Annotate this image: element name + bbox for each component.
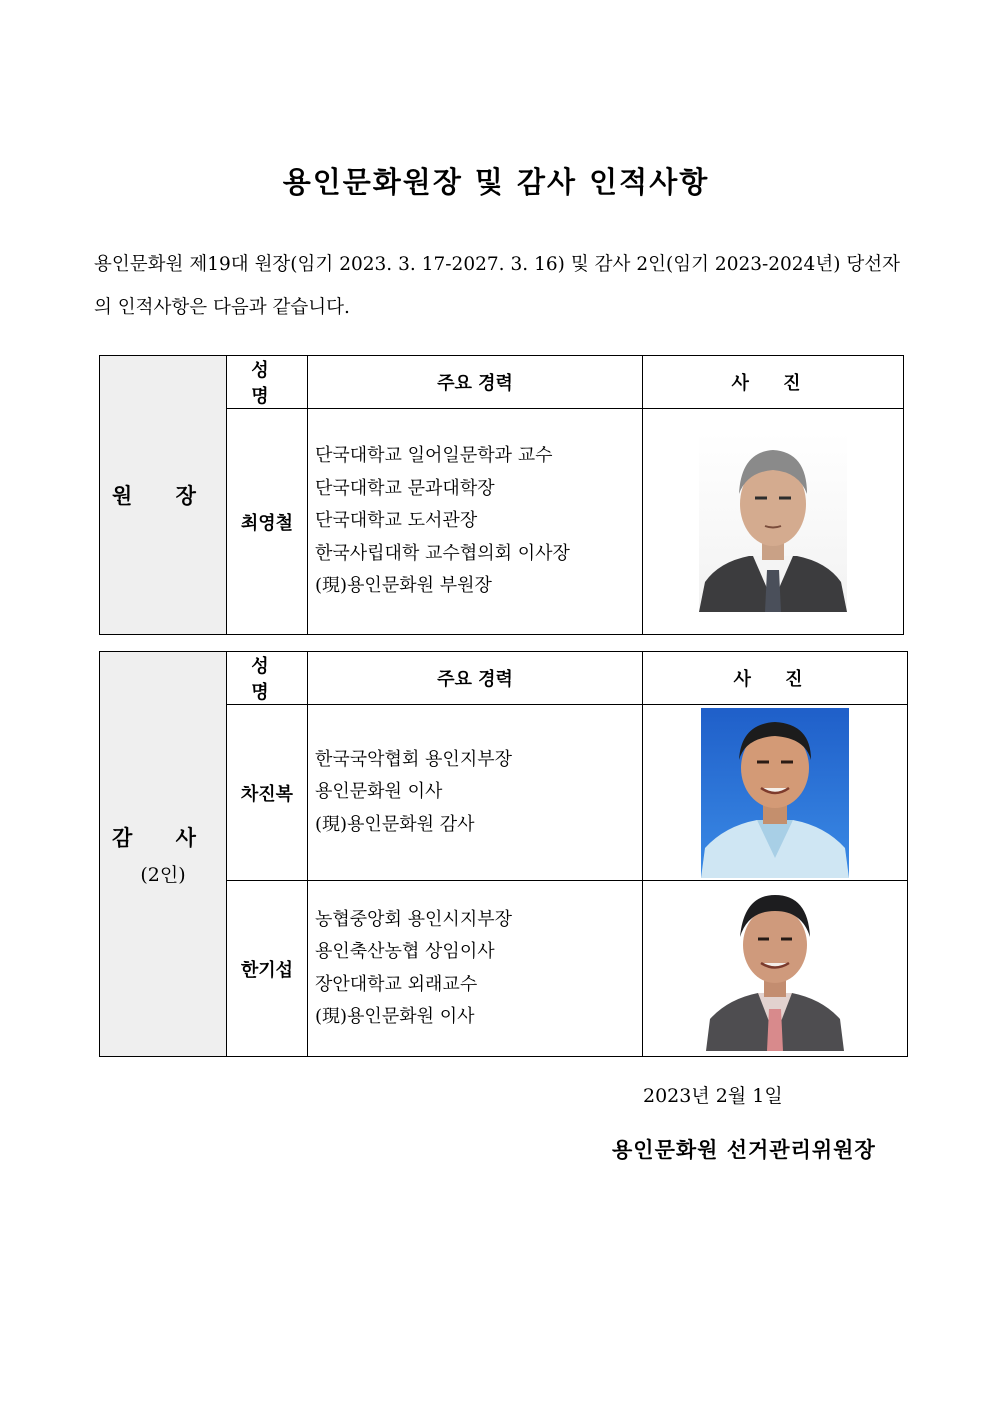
director-photo-cell [643,409,904,635]
career-item: 한국사립대학 교수협의회 이사장 [315,542,570,564]
career-item: 용인문화원 이사 [315,781,443,803]
header-photo: 사 진 [643,356,904,409]
director-table [99,355,904,635]
career-item: (現)용인문화원 감사 [315,813,475,835]
intro-paragraph: 용인문화원 제19대 원장(임기 2023. 3. 17-2027. 3. 16) 및 감사 2인(임기 2023-2024년) 당선자의 인적사항은 다음과 같습니다. [94,254,900,318]
auditor-table [99,651,908,1057]
career-item: 단국대학교 문과대학장 [315,477,495,499]
auditor-1-name: 차진복 [227,705,308,881]
auditor-count: (2인) [140,863,186,886]
career-item: 단국대학교 일어일문학과 교수 [315,445,553,467]
auditor-1-portrait [701,708,849,878]
career-item: 한국국악협회 용인지부장 [315,748,512,770]
signer: 용인문화원 선거관리위원장 [612,1137,876,1162]
document-date: 2023년 2월 1일 [643,1085,783,1107]
role-director: 원 장 [100,356,227,635]
header-career: 주요 경력 [308,356,643,409]
header-name: 성 명 [227,356,308,409]
header-name: 성 명 [227,652,308,705]
career-item: 장안대학교 외래교수 [315,973,478,995]
auditor-2-name: 한기섭 [227,881,308,1057]
header-career: 주요 경력 [308,652,643,705]
career-item: 단국대학교 도서관장 [315,510,478,532]
auditor-2-portrait [706,887,844,1051]
role-auditor: 감 사 (2인) [100,652,227,1057]
auditor-2-photo-cell [643,881,908,1057]
director-career [308,409,643,635]
career-item: 용인축산농협 상임이사 [315,941,495,962]
auditor-2-career [308,881,643,1057]
auditor-1-photo-cell [643,705,908,881]
director-portrait [699,432,847,612]
auditor-1-career [308,705,643,881]
document-title: 용인문화원장 및 감사 인적사항 [282,165,710,199]
header-photo: 사 진 [643,652,908,705]
career-item: (現)용인문화원 부원장 [315,575,492,597]
director-name: 최영철 [227,409,308,635]
career-item: (現)용인문화원 이사 [315,1006,475,1027]
career-item: 농협중앙회 용인시지부장 [315,908,512,930]
